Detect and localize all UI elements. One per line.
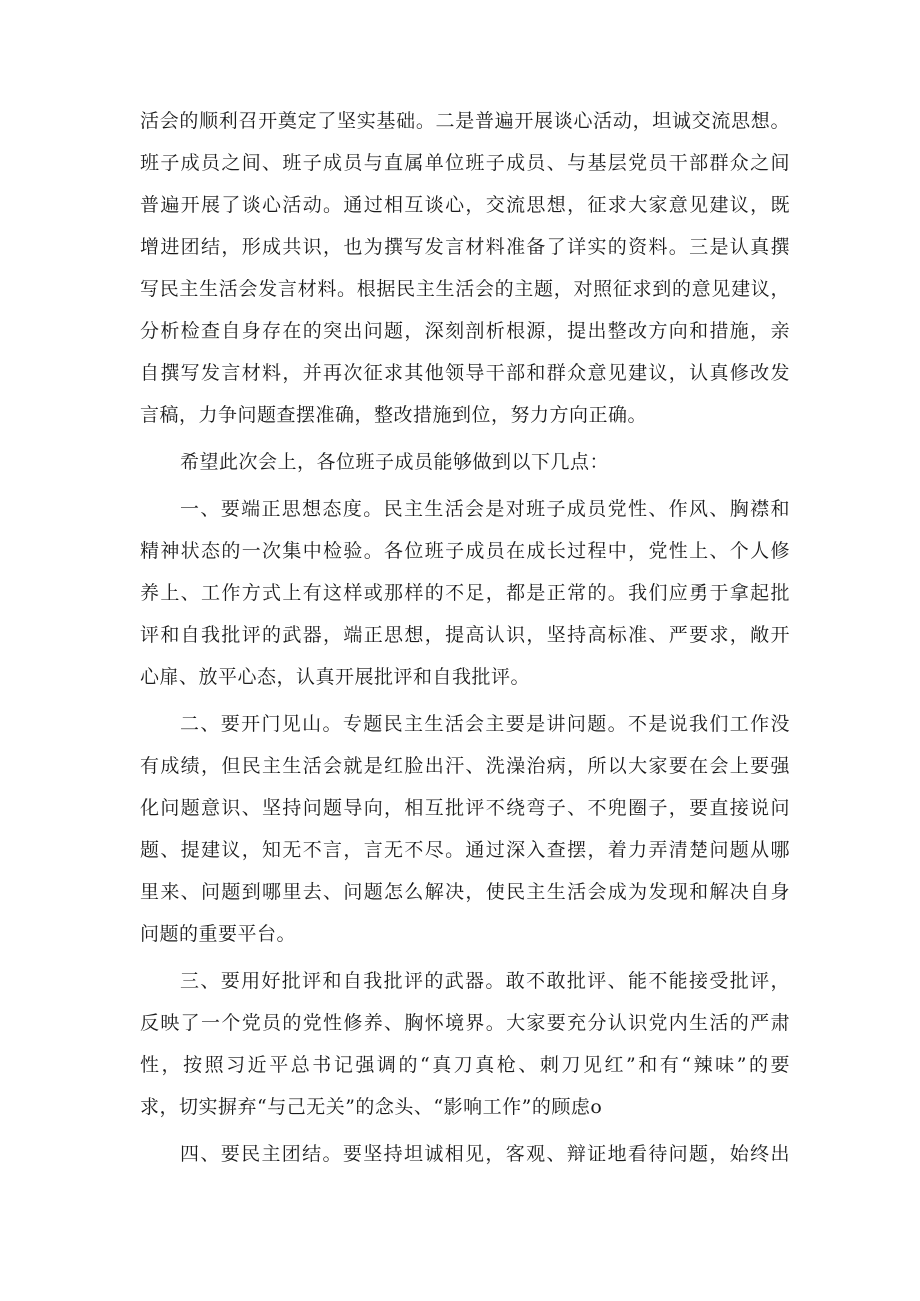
text-line: 有成绩，但民主生活会就是红脸出汗、洗澡治病，所以大家要在会上要强	[140, 755, 790, 777]
text-line: 二、要开门见山。专题民主生活会主要是讲问题。不是说我们工作没	[180, 713, 790, 735]
text-line: 反映了一个党员的党性修养、胸怀境界。大家要充分认识党内生活的严肃	[140, 1012, 790, 1034]
text-line: 三、要用好批评和自我批评的武器。敢不敢批评、能不能接受批评，	[180, 970, 790, 992]
text-line: 化问题意识、坚持问题导向，相互批评不绕弯子、不兜圈子，要直接说问	[140, 797, 790, 819]
text-line: 普遍开展了谈心活动。通过相互谈心，交流思想，征求大家意见建议，既	[140, 194, 790, 216]
text-line: 活会的顺利召开奠定了坚实基础。二是普遍开展谈心活动，坦诚交流思想。	[140, 110, 790, 132]
text-line: 写民主生活会发言材料。根据民主生活会的主题，对照征求到的意见建议，	[140, 278, 790, 300]
text-line: 里来、问题到哪里去、问题怎么解决，使民主生活会成为发现和解决自身	[140, 881, 790, 903]
text-line: 增进团结，形成共识，也为撰写发言材料准备了详实的资料。三是认真撰	[140, 236, 790, 258]
text-line: 养上、工作方式上有这样或那样的不足，都是正常的。我们应勇于拿起批	[140, 582, 790, 604]
text-line: 希望此次会上，各位班子成员能够做到以下几点：	[180, 451, 610, 473]
text-line: 心扉、放平心态，认真开展批评和自我批评。	[140, 666, 531, 688]
text-line: 评和自我批评的武器，端正思想，提高认识，坚持高标准、严要求，敞开	[140, 624, 790, 646]
text-line: 题、提建议，知无不言，言无不尽。通过深入查摆，着力弄清楚问题从哪	[140, 839, 790, 861]
text-line: 求，切实摒弃“与己无关”的念头、“影响工作”的顾虑o	[140, 1096, 603, 1118]
text-line: 性，按照习近平总书记强调的“真刀真枪、刺刀见红”和有“辣味”的要	[140, 1054, 790, 1076]
text-line: 四、要民主团结。要坚持坦诚相见，客观、辩证地看待问题，始终出	[180, 1143, 790, 1165]
text-line: 班子成员之间、班子成员与直属单位班子成员、与基层党员干部群众之间	[140, 152, 790, 174]
text-line: 言稿，力争问题查摆准确，整改措施到位，努力方向正确。	[140, 404, 648, 426]
text-line: 一、要端正思想态度。民主生活会是对班子成员党性、作风、胸襟和	[180, 498, 790, 520]
text-line: 问题的重要平台。	[140, 923, 297, 945]
text-line: 分析检查自身存在的突出问题，深刻剖析根源，提出整改方向和措施，亲	[140, 320, 790, 342]
text-line: 自撰写发言材料，并再次征求其他领导干部和群众意见建议，认真修改发	[140, 362, 790, 384]
text-line: 精神状态的一次集中检验。各位班子成员在成长过程中，党性上、个人修	[140, 540, 790, 562]
